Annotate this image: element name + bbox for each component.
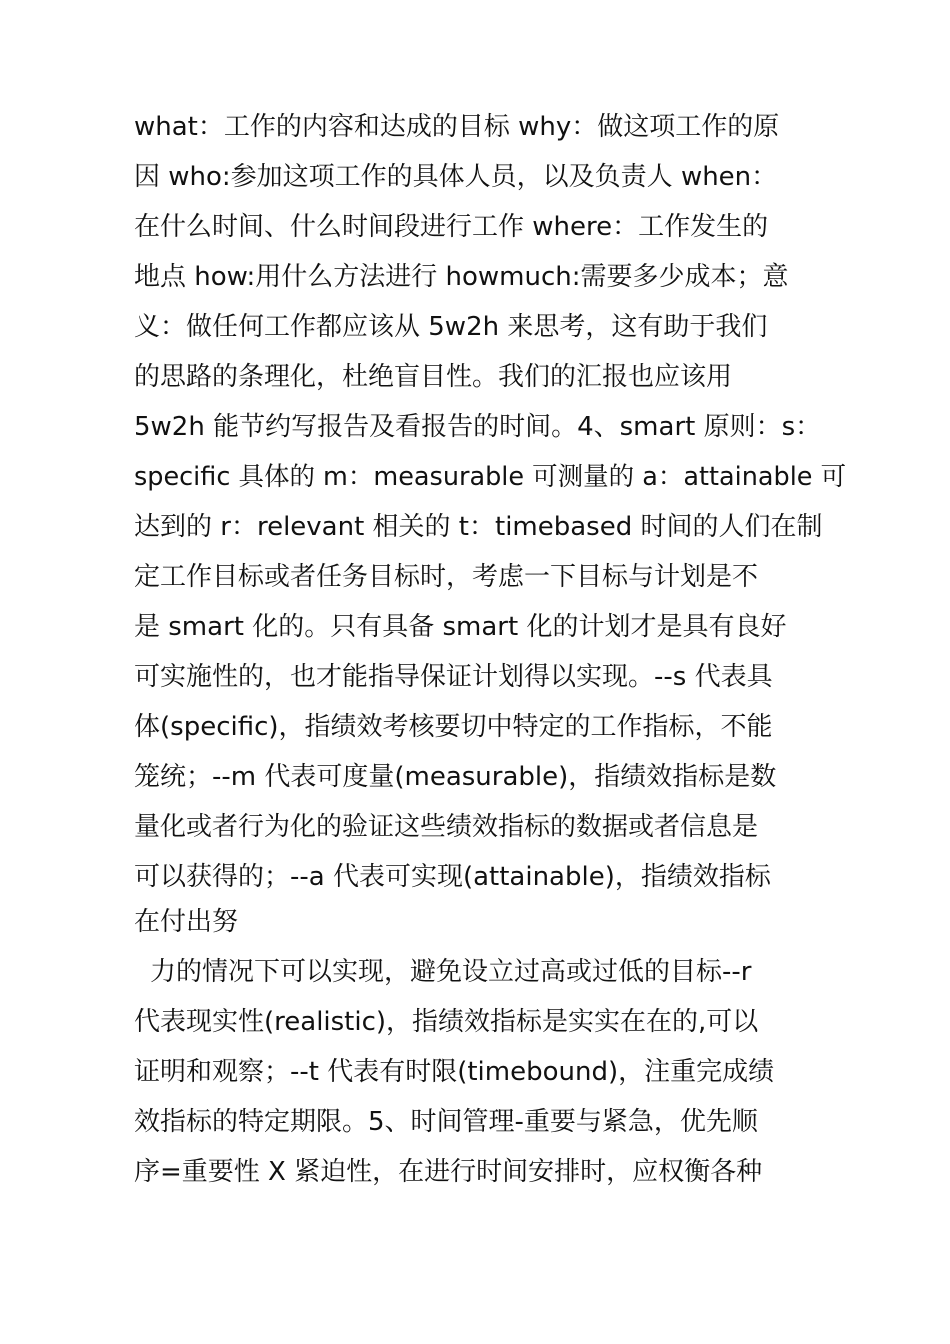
text-line: 力的情况下可以实现，避免设立过高或过低的目标--r [150,957,752,987]
text-line: 可实施性的，也才能指导保证计划得以实现。--s 代表具 [134,662,773,692]
text-line: 定工作目标或者任务目标时，考虑一下目标与计划是不 [134,562,759,592]
text-line: what：工作的内容和达成的目标 why：做这项工作的原 [134,112,780,142]
text-line: 代表现实性(realistic)，指绩效指标是实实在在的,可以 [134,1007,759,1037]
text-line: 的思路的条理化，杜绝盲目性。我们的汇报也应该用 [134,362,733,392]
text-line: 在付出努 [134,907,239,937]
text-line: 序=重要性 X 紧迫性，在进行时间安排时，应权衡各种 [134,1157,763,1187]
text-line: 是 smart 化的。只有具备 smart 化的计划才是具有良好 [134,612,787,642]
text-line: 笼统；--m 代表可度量(measurable)，指绩效指标是数 [134,762,777,792]
text-line: 义：做任何工作都应该从 5w2h 来思考，这有助于我们 [134,312,768,342]
text-line: 5w2h 能节约写报告及看报告的时间。4、smart 原则：s： [134,412,822,442]
text-line: 体(specific)，指绩效考核要切中特定的工作指标，不能 [134,712,773,742]
text-line: 因 who:参加这项工作的具体人员，以及负责人 when： [134,162,778,192]
text-line: 在什么时间、什么时间段进行工作 where：工作发生的 [134,212,769,242]
text-line: 达到的 r：relevant 相关的 t：timebased 时间的人们在制 [134,512,823,542]
text-line: 地点 how:用什么方法进行 howmuch:需要多少成本；意 [134,262,789,292]
text-line: 可以获得的；--a 代表可实现(attainable)，指绩效指标 [134,862,771,892]
text-line: specific 具体的 m：measurable 可测量的 a：attainable 可 [134,462,847,492]
text-line: 量化或者行为化的验证这些绩效指标的数据或者信息是 [134,812,759,842]
text-line: 效指标的特定期限。5、时间管理-重要与紧急，优先顺 [134,1107,758,1137]
text-line: 证明和观察；--t 代表有时限(timebound)，注重完成绩 [134,1057,775,1087]
